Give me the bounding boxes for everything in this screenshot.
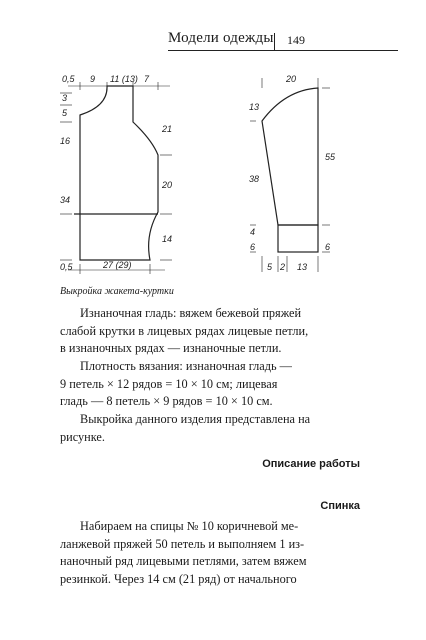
text-line: Плотность вязания: изнаночная гладь — xyxy=(80,359,292,373)
text-line: Набираем на спицы № 10 коричневой ме- xyxy=(80,519,299,533)
right-side-label: 6 xyxy=(250,242,256,252)
paragraph-gauge xyxy=(60,358,362,411)
paragraph-pattern-note xyxy=(60,411,362,446)
figure-caption: Выкройка жакета-куртки xyxy=(60,286,174,297)
text-line: гладь — 8 петель × 9 рядов = 10 × 10 см. xyxy=(60,394,273,408)
text-line: рисунке. xyxy=(60,429,105,444)
text-line: наночный ряд лицевыми петлями, затем вяжем xyxy=(60,554,307,568)
left-right-label: 21 xyxy=(162,124,173,134)
left-top-label: 9 xyxy=(90,74,96,84)
pattern-diagram xyxy=(0,60,426,280)
running-header-title: Модели одежды xyxy=(168,30,274,46)
text-line: резинкой. Через 14 см (21 ряд) от начального xyxy=(60,571,297,586)
header-divider xyxy=(274,33,275,50)
right-pattern-piece xyxy=(250,78,330,272)
page-number: 149 xyxy=(287,33,305,47)
header-rule xyxy=(168,50,398,51)
left-top-label: 0,5 xyxy=(62,74,75,84)
text-line: в изнаночных рядах — изнаночные петли. xyxy=(60,341,282,355)
text-line: Изнаночная гладь: вяжем бежевой пряжей xyxy=(80,306,302,320)
left-bottom-label: 27 (29) xyxy=(103,260,132,270)
text-line: Выкройка данного изделия представлена на xyxy=(80,412,311,426)
left-top-label: 7 xyxy=(144,74,150,84)
left-side-label: 16 xyxy=(60,136,71,146)
paragraph-stitch xyxy=(60,305,362,358)
right-side-label: 4 xyxy=(250,227,256,237)
subsection-heading: Спинка xyxy=(320,500,360,512)
left-pattern-piece xyxy=(60,82,172,274)
left-top-label: 11 (13) xyxy=(110,74,138,84)
section-heading: Описание работы xyxy=(262,458,360,470)
right-bottom-label: 13 xyxy=(297,262,308,272)
left-side-label: 5 xyxy=(62,108,68,118)
left-right-label: 14 xyxy=(162,234,173,244)
right-pattern-labels xyxy=(249,74,336,272)
left-right-label: 20 xyxy=(162,180,173,190)
right-side-label: 38 xyxy=(249,174,260,184)
right-bottom-label: 2 xyxy=(280,262,286,272)
right-right-label: 55 xyxy=(325,152,336,162)
right-top-label: 20 xyxy=(286,74,297,84)
left-side-label: 3 xyxy=(62,93,68,103)
right-side-label: 13 xyxy=(249,102,260,112)
right-right-label: 6 xyxy=(325,242,331,252)
paragraph-back xyxy=(60,518,362,588)
text-line: слабой крутки в лицевых рядах лицевые петли, xyxy=(60,323,309,338)
text-line: ланжевой пряжей 50 петель и выполняем 1 из- xyxy=(60,536,305,551)
left-pattern-labels xyxy=(60,74,172,272)
left-side-label: 34 xyxy=(60,195,71,205)
right-bottom-label: 5 xyxy=(267,262,273,272)
left-side-label: 0,5 xyxy=(60,262,73,272)
text-line: 9 петель × 12 рядов = 10 × 10 см; лицевая xyxy=(60,376,278,391)
